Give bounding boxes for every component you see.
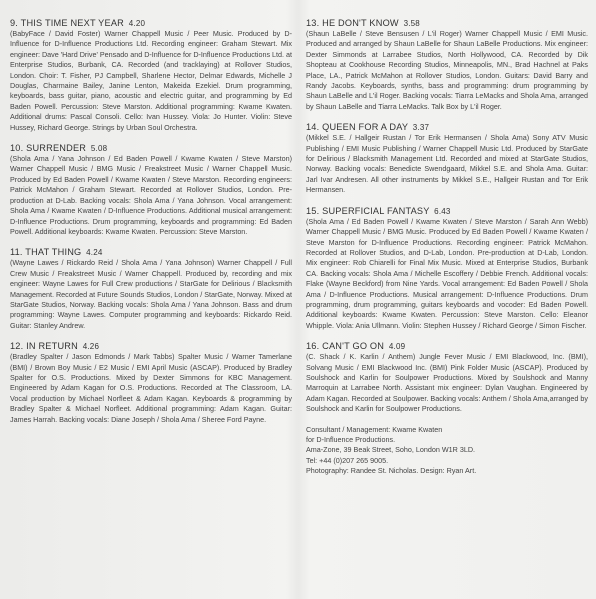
phone-line: Tel: +44 (0)207 265 9005. <box>306 455 389 465</box>
track-15 <box>306 206 588 331</box>
track-duration: 4.26 <box>82 342 100 352</box>
track-duration: 5.08 <box>90 144 108 154</box>
track-10 <box>10 143 292 237</box>
track-duration: 3.58 <box>403 19 420 28</box>
track-credits: (Shola Ama / Yana Johnson / Ed Baden Powell / Kwame Kwaten / Steve Marston) Warner Chappell Music / BMG Music / Freakstreet Music / Warner Chappell Music. Produced by Ed Baden Powell / Kwame Kwaten / Steve Marston. Recording engineers: Patrick McMahon / Graham Stewart. Recorded at Rollover Studios, London. Pre-production at D-Lab. Backing vocals: Shola Ama / Yana Johnson. Vocal arrangement: Shola Ama / Kwame Kwaten / D-Influence Productions. Additional musical arrangement: D-Influence Productions. Drum programming, keyboards and programming: Ed Baden Powell. Additional keyboards: Kwame Kwaten. Percussion: Steve Marston. <box>10 154 292 236</box>
track-title: 16. CAN'T GO ON 4.09 <box>306 341 406 352</box>
track-12 <box>10 341 292 425</box>
photography-design-line: Photography: Randee St. Nicholas. Design: Ryan Art. <box>306 466 477 476</box>
track-title: 12. IN RETURN 4.26 <box>10 341 100 352</box>
track-credits: (Shola Ama / Ed Baden Powell / Kwame Kwaten / Steve Marston / Sarah Ann Webb) Warner Chappell Music / BMG Music. Produced by Ed Baden Powell / Kwame Kwaten / Steve Marston for D-Influence Productions. Recording engineer: Patrick McMahon. Recorded at Rollover Studios, and D-Lab, London. Pre-production at D-Lab, London. Mix engineer: Rob Chiarelli for Final Mix Music. Mixed at Enterprise Studios, Burbank CA. Backing vocals: Shola Ama / Michelle Escoffery / Debbie French. Additional vocals: Flake (Wayne Beckford) from Nine Yards. Vocal arrangement: Ed Baden Powell / Shola Ama / D-Influence Productions. Musical arrangement: D-Influence Productions. Drum programming, drum programming, guitars keyboards and vocoder: Ed Baden Powell. Additional keyboards: Kwame Kwaten. Percussion: Steve Marston. Cello: Eleanor Whipple. Viola: Ania Ullmann. Violin: Stephen Hussey / Richard George / Simon Fischer. <box>306 216 588 330</box>
address-line: Ama-Zone, 39 Beak Street, Soho, London W1R 3LD. <box>306 445 476 455</box>
management-company-line: for D-Influence Productions. <box>306 435 396 444</box>
track-title: 10. SURRENDER 5.08 <box>10 143 108 154</box>
track-duration: 3.37 <box>412 123 430 133</box>
management-line: Consultant / Management: Kwame Kwaten <box>306 424 443 434</box>
track-duration: 4.09 <box>388 342 406 352</box>
track-credits: (Wayne Lawes / Rickardo Reid / Shola Ama / Yana Johnson) Warner Chappell / Full Crew Music / Freakstreet Music / Warner Chappell. Produced by, recording and mix engineer: Wayne Lawes for Full Crew productions / StarGate for Delirious / Blacksmith Management. Recorded at Future Sounds Studios, London / StarGate, Norway. Mixed at StarGate Studios, Norway. Backing vocals: Shola Ama / Yana Johnson. Bass and drum programming: Wayne Lawes. Computer programming and keyboards: Rickardo Reid. Guitar: Stanley Andrew. <box>10 258 292 330</box>
contact-info <box>306 425 588 477</box>
track-9 <box>10 18 292 133</box>
track-13 <box>306 18 588 112</box>
track-duration: 4.24 <box>86 248 103 258</box>
track-title: 15. SUPERFICIAL FANTASY 6.43 <box>306 205 451 216</box>
track-title: 13. HE DON'T KNOW 3.58 <box>306 18 420 28</box>
track-duration: 4.20 <box>128 19 146 28</box>
track-duration: 6.43 <box>434 206 451 216</box>
track-title: 14. QUEEN FOR A DAY 3.37 <box>306 122 430 133</box>
track-16 <box>306 341 588 414</box>
track-11 <box>10 247 292 331</box>
track-14 <box>306 122 588 195</box>
track-credits: (C. Shack / K. Karlin / Anthem) Jungle Fever Music / EMI Blackwood, Inc. (BMI), Solvang Music / EMI Blackwood Inc. (BMI) Pink Folder Music (ASCAP). Produced by Soulshock and Karlin for Soulpower Productions. Mixed by Soulshock and Manny Marroquin at Larrabee North. Assistant mix engineer: Dylan Vaughan. Engineered by Adam Kagan. Recorded at Soulpower. Backing vocals: Anthem / Shola Ama,arranged by Soulshock and Karlin for Soulpower Productions. <box>306 352 588 414</box>
track-credits: (Bradley Spalter / Jason Edmonds / Mark Tabbs) Spalter Music / Warner Tamerlane (BMI) / Brown Boy Music / E2 Music / EMI April Music (ASCAP). Produced by Bradley Spalter for O.S. Productions. Mixed by Dexter Simmons for KBC Management. Engineered by Adam Kagan for O.S. Productions. Recorded at The Classroom, LA. Vocal production by Michael Norfleet & Adam Kagan. Keyboards & programming by Bradley Spalter & Michael Norfleet. Additional programming: Adam Kagan. Guitar: James Harrah. Backing vocals: Diane Joseph / Shola Ama / Sheree Ford Payne. <box>10 352 292 424</box>
track-title: 9. THIS TIME NEXT YEAR 4.20 <box>10 18 146 28</box>
left-column <box>10 18 292 435</box>
track-credits: (Mikkel S.E. / Hallgeir Rustan / Tor Erik Hermansen / Shola Ama) Sony ATV Music Publishing / EMI Music Publishing / Warner Chappell Music Ltd. Produced by StarGate for Delirious / Blacksmith Management Ltd. Recorded and mixed at StarGate Studios, Norway. Backing vocals: Benedicte Swendgaard, Mikkel S.E. and Shola Ama. Guitar: Jarl Ivar Andresen. All other instruments by Mikkel S.E., Hallgeir Rustan and Tor Erik Hermansen. <box>306 133 588 195</box>
track-title: 11. THAT THING 4.24 <box>10 247 103 258</box>
right-column <box>306 18 588 477</box>
track-credits: (BabyFace / David Foster) Warner Chappell Music / Peer Music. Produced by D-Influence for D-Influence Productions Ltd. Recording engineer: Graham Stewart. Mix engineer: Dave 'Hard Drive' Pensado and D-Influence for D-Influence Productions Ltd. at Enterprise Studios, Burbank, CA. Recorded (and tracklaying) at Rollover Studios, London. Choir: T. Fisher, PJ Campbell, Sharlene Hector, Delmar Edwards, Michelle J Douglas, Charmaine Bailey, Janine Lenton, Makeida Ezekiel. Drum programming, keyboards, bass guitar, piano, acoustic and electric guitar, and programming by Ed Baden Powell. Percussion: Steve Marston. Additional programming: Kwame Kwaten. Additional drums: Pascal Consoli. Cello: Ivan Hussey. Viola: Jo Hunter. Violin: Steve Hussey, Richard George. Strings by Urban Soul Orchestra. <box>10 29 293 132</box>
track-credits: (Shaun LaBelle / Steve Bensusen / L'il Roger) Warner Chappell Music / EMI Music. Produced and arranged by Shaun LaBelle for Shaun LaBelle Productions. Mix engineer: Dexter Simmonds at Larrabee Studios, North Hollywood, CA. Recorded by Dik Shopteau at Cookhouse Recording Studios, Minneapolis, MN., Brad Hachnel at Paks Place, LA., Patrick McMahon at Rollover Studios, London. Guitars: David Barry and Randy Jacobs. Keyboards, synths, bass and programming: drum programming by Shaun LaBelle and L'il Roger. Backing vocals: Tiarra LeMacks and Shola Ama, arranged by Shaun LaBelle and Tiarra LeMacks. Talk Box by L'il Roger. <box>306 29 588 111</box>
